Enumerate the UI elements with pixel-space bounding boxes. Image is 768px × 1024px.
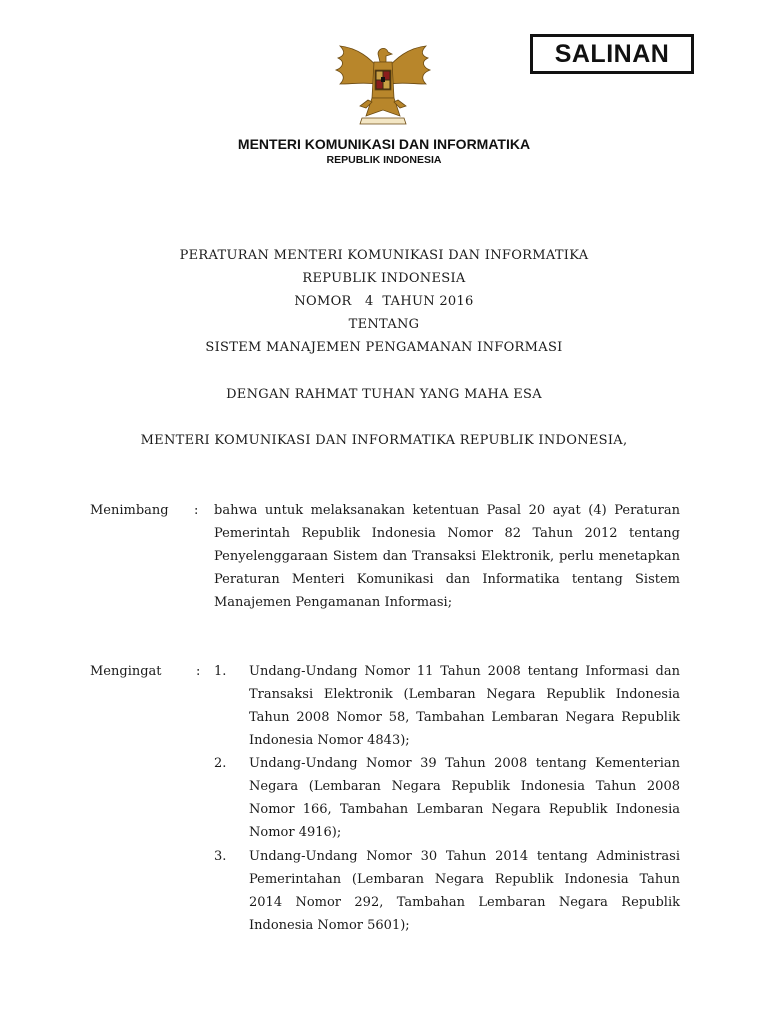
regulation-title-line-1: PERATURAN MENTERI KOMUNIKASI DAN INFORMATIKA: [179, 248, 589, 263]
mengingat-label: Mengingat: [90, 664, 162, 679]
menimbang-colon: :: [194, 503, 199, 518]
ministry-name: MENTERI KOMUNIKASI DAN INFORMATIKA: [237, 136, 531, 152]
salinan-stamp: SALINAN: [530, 34, 694, 74]
menimbang-text: bahwa untuk melaksanakan ketentuan Pasal 20 ayat (4) Peraturan Pemerintah Republik Indonesia Nomor 82 Tahun 2012 tentang Penyelenggaraan Sistem dan Transaksi Elektronik, perlu menetapkan Peraturan Menteri Komunikasi dan Informatika tentang Sistem Manajemen Pengamanan Informasi;: [214, 503, 680, 610]
garuda-emblem-icon: [330, 40, 436, 130]
mengingat-item-number: 1.: [214, 664, 227, 679]
regulation-number: NOMOR 4 TAHUN 2016: [294, 294, 474, 309]
menimbang-label: Menimbang: [90, 503, 169, 518]
issuer: MENTERI KOMUNIKASI DAN INFORMATIKA REPUBLIK INDONESIA,: [140, 433, 628, 448]
mengingat-item-number: 2.: [214, 756, 227, 771]
mengingat-item-text: Undang-Undang Nomor 11 Tahun 2008 tentang Informasi dan Transaksi Elektronik (Lembaran Negara Republik Indonesia Tahun 2008 Nomor 58, Tambahan Lembaran Negara Republik Indonesia Nomor 4843);: [249, 664, 680, 748]
regulation-tentang: TENTANG: [348, 317, 420, 332]
regulation-title-line-2: REPUBLIK INDONESIA: [302, 271, 466, 286]
ministry-country: REPUBLIK INDONESIA: [326, 154, 442, 166]
mengingat-item-text: Undang-Undang Nomor 30 Tahun 2014 tentang Administrasi Pemerintahan (Lembaran Negara Republik Indonesia Tahun 2014 Nomor 292, Tambahan Lembaran Negara Republik Indonesia Nomor 5601);: [249, 849, 680, 933]
mengingat-item-text: Undang-Undang Nomor 39 Tahun 2008 tentang Kementerian Negara (Lembaran Negara Republik Indonesia Tahun 2008 Nomor 166, Tambahan Lembaran Negara Republik Indonesia Nomor 4916);: [249, 756, 680, 840]
regulation-subject: SISTEM MANAJEMEN PENGAMANAN INFORMASI: [205, 340, 563, 355]
mengingat-item-number: 3.: [214, 849, 227, 864]
invocation: DENGAN RAHMAT TUHAN YANG MAHA ESA: [226, 387, 542, 402]
mengingat-colon: :: [196, 664, 201, 679]
